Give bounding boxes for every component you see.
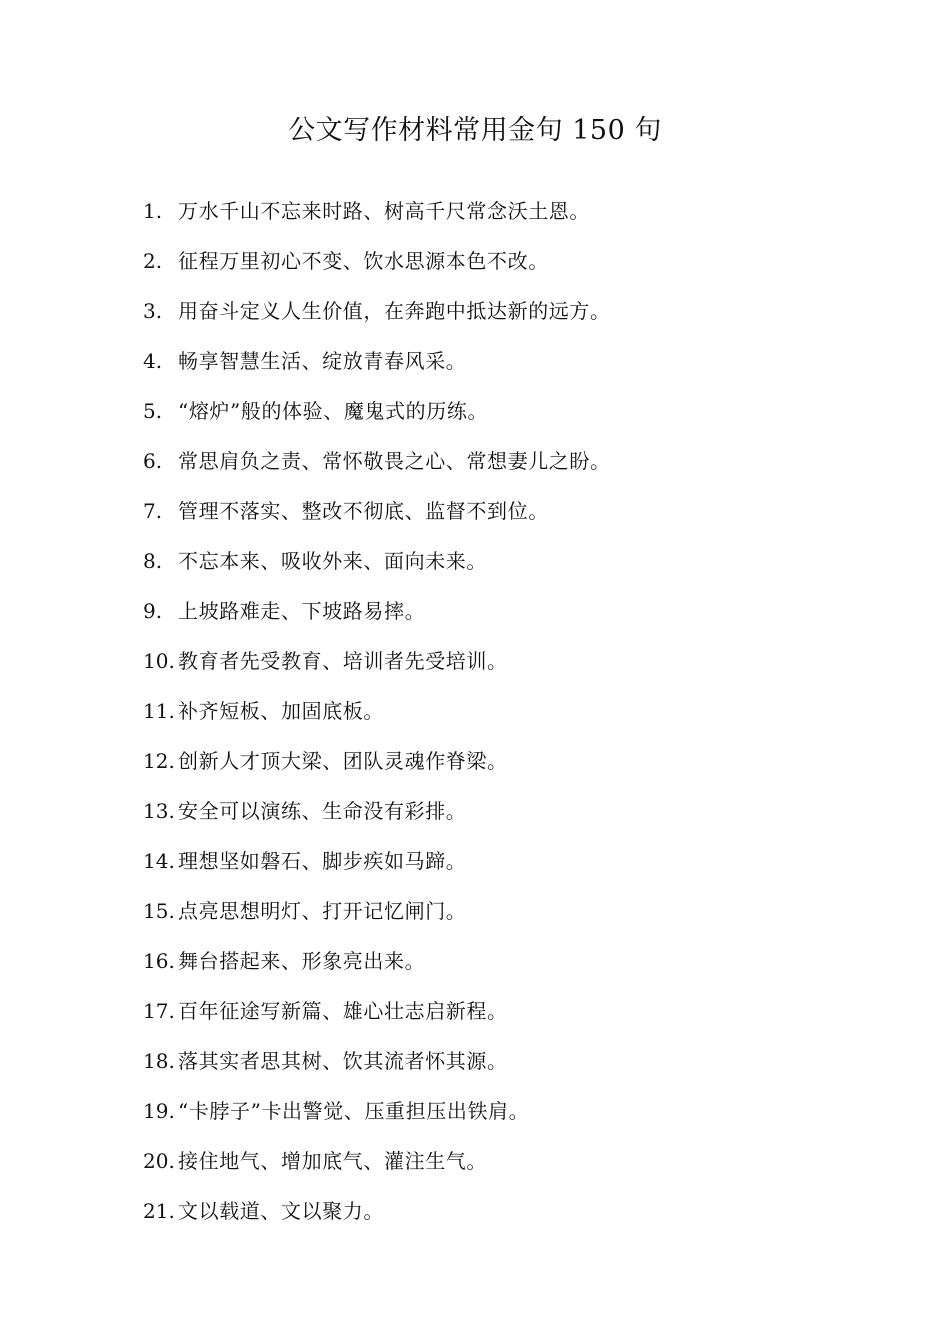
- quote-list: [143, 193, 863, 1243]
- list-item: [143, 343, 863, 393]
- list-item: [143, 793, 863, 843]
- item-text: 点亮思想明灯、打开记忆闸门。: [178, 899, 467, 923]
- item-text: 不忘本来、吸收外来、面向未来。: [178, 549, 487, 573]
- item-text: 接住地气、增加底气、灌注生气。: [178, 1149, 487, 1173]
- item-number: 4.: [143, 349, 163, 373]
- list-item: [143, 193, 863, 243]
- list-item: [143, 243, 863, 293]
- list-item: [143, 843, 863, 893]
- list-item: [143, 593, 863, 643]
- list-item: [143, 1143, 863, 1193]
- list-item: [143, 643, 863, 693]
- list-item: [143, 1193, 863, 1243]
- item-number: 16.: [143, 949, 175, 973]
- list-item: [143, 1043, 863, 1093]
- item-number: 18.: [143, 1049, 175, 1073]
- item-number: 8.: [143, 549, 163, 573]
- item-number: 13.: [143, 799, 175, 823]
- list-item: [143, 743, 863, 793]
- document-title: 公文写作材料常用金句 150 句: [288, 115, 662, 146]
- list-item: [143, 943, 863, 993]
- item-text: 常思肩负之责、常怀敬畏之心、常想妻儿之盼。: [178, 449, 611, 473]
- item-text: 征程万里初心不变、饮水思源本色不改。: [178, 249, 549, 273]
- item-number: 9.: [143, 599, 163, 623]
- item-number: 1.: [143, 199, 163, 223]
- item-text: 安全可以演练、生命没有彩排。: [178, 799, 467, 823]
- item-number: 10.: [143, 649, 175, 673]
- item-number: 2.: [143, 249, 163, 273]
- item-text: 补齐短板、加固底板。: [178, 699, 384, 723]
- item-number: 12.: [143, 749, 175, 773]
- list-item: [143, 493, 863, 543]
- item-text: 落其实者思其树、饮其流者怀其源。: [178, 1049, 508, 1073]
- item-number: 11.: [143, 699, 175, 723]
- item-text: 管理不落实、整改不彻底、监督不到位。: [178, 499, 549, 523]
- item-text: 百年征途写新篇、雄心壮志启新程。: [178, 999, 508, 1023]
- item-text: 万水千山不忘来时路、树高千尺常念沃土恩。: [178, 199, 590, 223]
- item-number: 17.: [143, 999, 175, 1023]
- list-item: [143, 393, 863, 443]
- item-text: “熔炉”般的体验、魔鬼式的历练。: [178, 399, 489, 423]
- item-text: 理想坚如磐石、脚步疾如马蹄。: [178, 849, 467, 873]
- item-number: 6.: [143, 449, 163, 473]
- item-text: 创新人才顶大梁、团队灵魂作脊梁。: [178, 749, 508, 773]
- item-number: 5.: [143, 399, 163, 423]
- item-text: 教育者先受教育、培训者先受培训。: [178, 649, 508, 673]
- item-number: 7.: [143, 499, 163, 523]
- item-number: 20.: [143, 1149, 175, 1173]
- list-item: [143, 443, 863, 493]
- item-text: 文以载道、文以聚力。: [178, 1199, 384, 1223]
- list-item: [143, 1093, 863, 1143]
- item-text: 畅享智慧生活、绽放青春风采。: [178, 349, 467, 373]
- item-number: 15.: [143, 899, 175, 923]
- item-number: 21.: [143, 1199, 175, 1223]
- list-item: [143, 893, 863, 943]
- item-number: 19.: [143, 1099, 175, 1123]
- list-item: [143, 543, 863, 593]
- item-text: 上坡路难走、下坡路易摔。: [178, 599, 426, 623]
- list-item: [143, 693, 863, 743]
- item-number: 3.: [143, 299, 163, 323]
- list-item: [143, 293, 863, 343]
- item-text: 用奋斗定义人生价值，在奔跑中抵达新的远方。: [178, 299, 611, 323]
- item-text: “卡脖子”卡出警觉、压重担压出铁肩。: [178, 1099, 530, 1123]
- list-item: [143, 993, 863, 1043]
- item-number: 14.: [143, 849, 175, 873]
- item-text: 舞台搭起来、形象亮出来。: [178, 949, 426, 973]
